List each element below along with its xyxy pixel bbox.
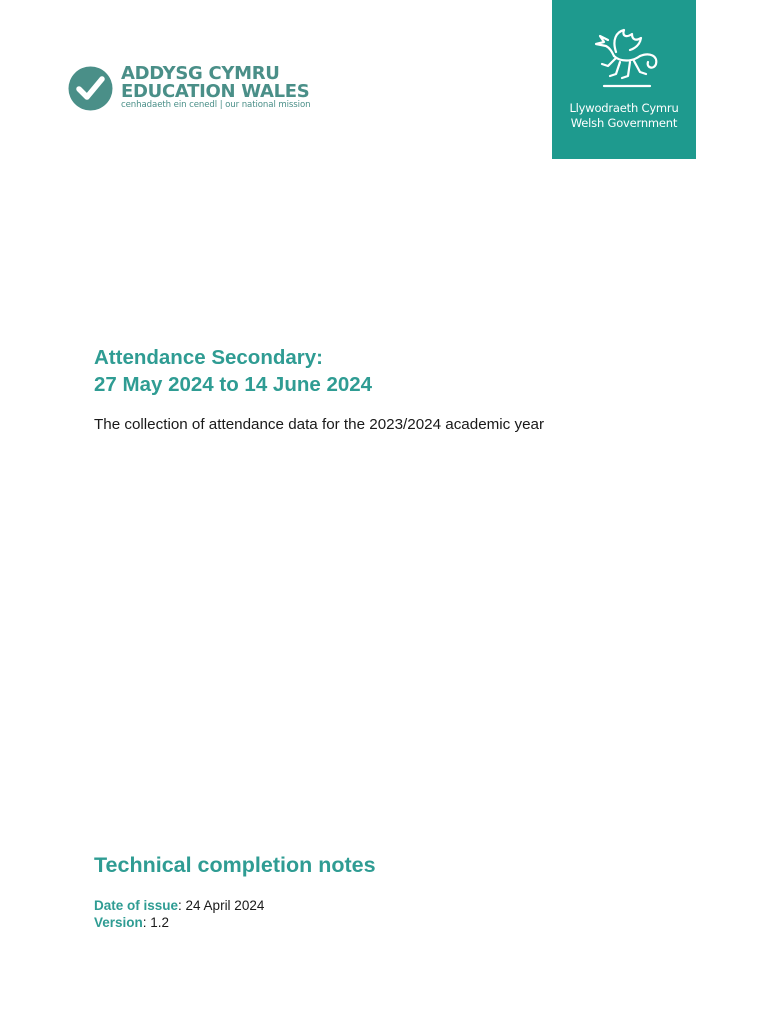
version-value: : 1.2 bbox=[142, 915, 170, 930]
dragon-icon bbox=[586, 26, 666, 92]
document-subtitle: The collection of attendance data for the 2023/2024 academic year bbox=[94, 416, 545, 433]
check-circle-icon bbox=[68, 66, 113, 111]
date-of-issue-label: Date of issue bbox=[94, 898, 179, 913]
date-of-issue-value: : 24 April 2024 bbox=[178, 898, 265, 913]
version-label: Version bbox=[94, 915, 143, 930]
welsh-government-logo bbox=[552, 0, 696, 159]
title-line-2: 27 May 2024 to 14 June 2024 bbox=[94, 373, 373, 396]
logo-text-welsh: ADDYSG CYMRU bbox=[121, 63, 280, 84]
logo-tagline: cenhadaeth ein cenedl | our national mission bbox=[121, 100, 311, 110]
welsh-government-text-english: Welsh Government bbox=[570, 116, 678, 130]
logo-text-english: EDUCATION WALES bbox=[121, 81, 310, 102]
welsh-government-text-welsh: Llywodraeth Cymru bbox=[569, 101, 679, 115]
education-wales-logo bbox=[68, 62, 328, 114]
title-line-1: Attendance Secondary: bbox=[94, 346, 323, 369]
version-row bbox=[94, 914, 264, 931]
document-meta bbox=[94, 897, 264, 931]
section-heading: Technical completion notes bbox=[94, 853, 376, 877]
date-of-issue-row bbox=[94, 897, 264, 914]
document-title bbox=[94, 344, 372, 398]
